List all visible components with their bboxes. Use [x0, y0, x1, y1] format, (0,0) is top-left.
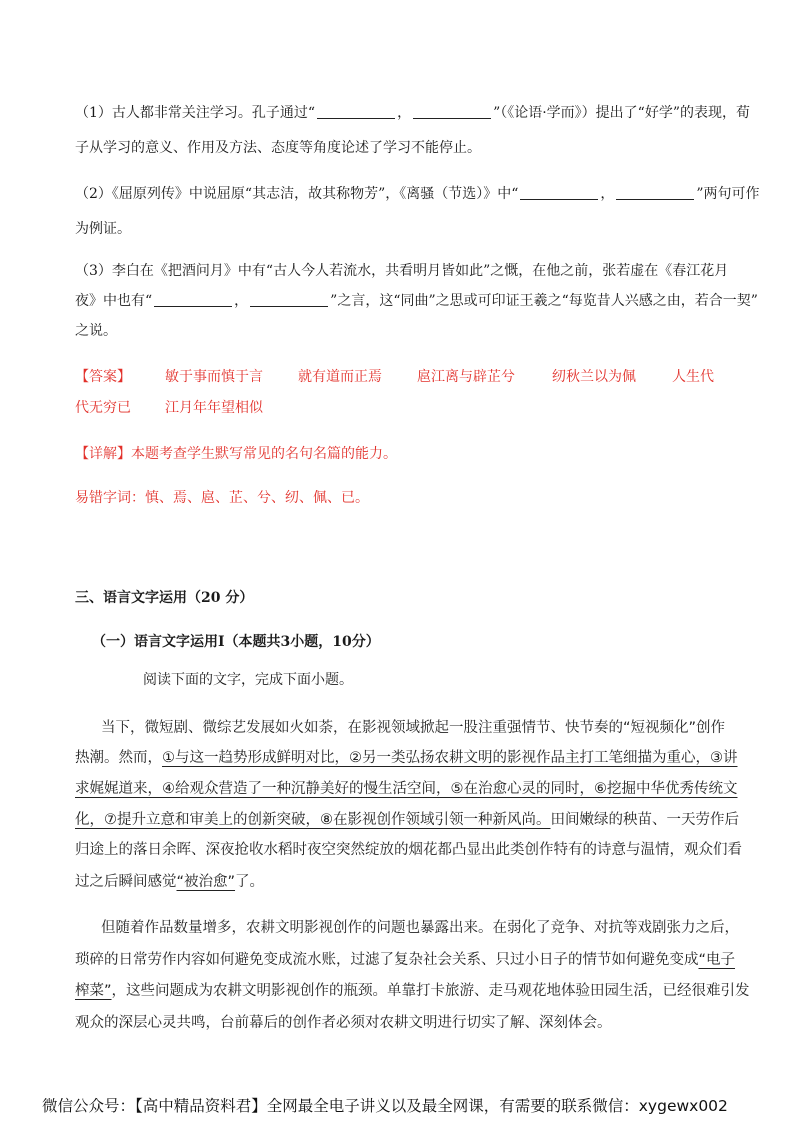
answer-blank — [250, 292, 328, 307]
passage-p1-line-4: 化，⑦提升立意和审美上的创新突破，⑧在影视创作领域引领一种新风尚。田间嫩绿的秧苗、一天劳作后 — [75, 812, 739, 828]
question-1-line-2: 子从学习的意义、作用及方法、态度等角度论述了学习不能停止。 — [75, 140, 481, 156]
passage-p2-line-1: 但随着作品数量增多，农耕文明影视创作的问题也暴露出来。在弱化了竞争、对抗等戏剧张力之后， — [101, 920, 739, 936]
question-3-line-3: 之说。 — [75, 323, 117, 339]
underlined-phrase: “被治愈” — [176, 874, 236, 890]
answer-blank — [520, 185, 598, 200]
section-3-title: 三、语言文字运用（20 分） — [75, 590, 254, 606]
underlined-phrase: 榨菜” — [75, 983, 112, 999]
question-3-line-1: （3）李白在《把酒问月》中有“古人今人若流水，共看明月皆如此”之慨，在他之前，张若虚在《春江花月 — [75, 263, 729, 279]
passage-p2-line-2: 琐碎的日常劳作内容如何避免变成流水账，过滤了复杂社会关系、只过小日子的情节如何避免变成“电子 — [75, 952, 736, 968]
answer-label: 【答案】 — [75, 369, 131, 385]
passage-p1-line-6: 过之后瞬间感觉“被治愈”了。 — [75, 874, 265, 890]
underlined-sentence: 化，⑦提升立意和审美上的创新突破，⑧在影视创作领域引领一种新风尚。 — [75, 812, 551, 828]
answer-item-6: 江月年年望相似 — [165, 400, 263, 416]
answer-item-1: 敏于事而慎于言 — [165, 369, 263, 385]
question-1-line-1: （1）古人都非常关注学习。孔子通过“ ， ”（《论语·学而》）提出了“好学”的表现，荀 — [75, 105, 750, 121]
detail-line — [75, 443, 397, 463]
question-2-line-1: （2）《屈原列传》中说屈原“其志洁，故其称物芳”，《离骚（节选）》中“ ， ”两句可作 — [75, 186, 760, 202]
passage-p1-line-1: 当下，微短剧、微综艺发展如火如荼，在影视领域掀起一股注重强情节、快节奏的“短视频化”创作 — [101, 720, 726, 736]
answer-blank — [413, 104, 491, 119]
question-3-line-2: 夜》中也有“ ， ”之言，这“同曲”之思或可印证王羲之“每览昔人兴感之由，若合一契” — [75, 293, 758, 309]
passage-p2-line-3: 榨菜”，这些问题成为农耕文明影视创作的瓶颈。单靠打卡旅游、走马观花地体验田园生活，已经很难引发 — [75, 983, 750, 999]
answer-item-4: 纫秋兰以为佩 — [552, 369, 636, 385]
reading-instruction: 阅读下面的文字，完成下面小题。 — [143, 672, 353, 688]
answer-blank — [616, 185, 694, 200]
passage-p1-line-5: 归途上的落日余晖、深夜抢收水稻时夜空突然绽放的烟花都凸显出此类创作特有的诗意与温情，观众们看 — [75, 842, 742, 858]
answer-item-2: 就有道而正焉 — [298, 369, 382, 385]
underlined-sentence: ①与这一趋势形成鲜明对比，②另一类弘扬农耕文明的影视作品主打工笔细描为重心，③讲 — [162, 750, 738, 766]
detail-label: 【详解】 — [75, 446, 131, 462]
passage-p1-line-3: 求娓娓道来，④给观众营造了一种沉静美好的慢生活空间，⑤在治愈心灵的同时，⑥挖掘中华优秀传统文 — [75, 781, 738, 797]
page-footer: 微信公众号：【高中精品资料君】全网最全电子讲义以及最全网课，有需要的联系微信：xygewx002 — [42, 1097, 728, 1115]
question-2-line-2: 为例证。 — [75, 221, 131, 237]
underlined-phrase: “电子 — [698, 952, 736, 968]
section-3-subtitle: （一）语言文字运用Ⅰ（本题共3小题，10分） — [92, 634, 380, 650]
answer-item-3: 扈江离与辟芷兮 — [417, 369, 515, 385]
answer-blank — [317, 104, 395, 119]
passage-p2-line-4: 观众的深层心灵共鸣，台前幕后的创作者必须对农耕文明进行切实了解、深刻体会。 — [75, 1015, 612, 1031]
answer-item-5: 人生代 — [672, 369, 714, 385]
typo-note: 易错字词：慎、焉、扈、芷、兮、纫、佩、已。 — [75, 490, 369, 506]
answer-item-5-continued: 代无穷已 — [75, 400, 131, 416]
detail-text: 本题考查学生默写常见的名句名篇的能力。 — [131, 446, 397, 462]
passage-p1-line-2: 热潮。然而，①与这一趋势形成鲜明对比，②另一类弘扬农耕文明的影视作品主打工笔细描为重心，③讲 — [75, 750, 738, 766]
answer-blank — [154, 292, 232, 307]
